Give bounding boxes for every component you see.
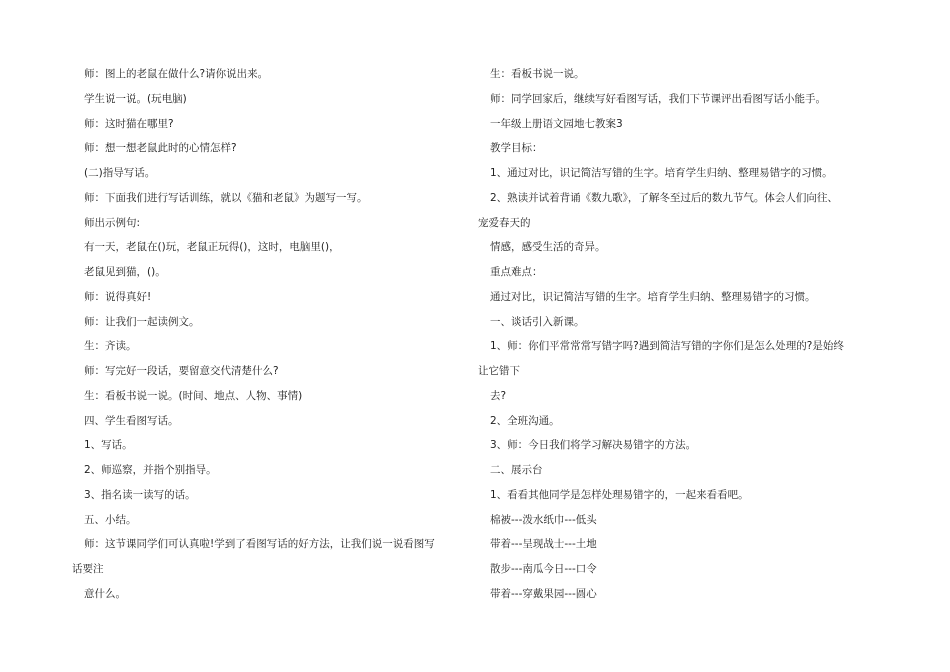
text-line: 2、师巡察，并指个别指导。 bbox=[84, 464, 217, 476]
text-line: 棉被---泼水纸巾---低头 bbox=[490, 513, 597, 526]
text-line: 带着---呈现战士---土地 bbox=[490, 538, 597, 551]
text-line: 生：看板书说一说。 bbox=[490, 68, 585, 80]
text-line: 意什么。 bbox=[84, 587, 126, 600]
text-line: 通过对比，识记简洁写错的生字。培育学生归纳、整理易错字的习惯。 bbox=[490, 290, 816, 303]
text-line: 宠爱春天的 bbox=[478, 216, 531, 229]
text-line: 1、写话。 bbox=[84, 439, 133, 452]
text-line: 老鼠见到猫，()。 bbox=[84, 266, 166, 278]
text-line: 2、熟读并试着背诵《数九歌》，了解冬至过后的数九节气。体会人们向往、 bbox=[490, 191, 838, 204]
text-line: 师：说得真好! bbox=[84, 290, 152, 303]
text-line: 有一天，老鼠在()玩，老鼠正玩得()，这时，电脑里()， bbox=[84, 241, 340, 254]
text-line: 师：写完好一段话，要留意交代清楚什么? bbox=[84, 365, 279, 377]
text-line: 师：让我们一起读例文。 bbox=[84, 315, 200, 328]
text-line: 3、师：今日我们将学习解决易错字的方法。 bbox=[490, 439, 697, 452]
text-line: 教学目标： bbox=[490, 142, 543, 155]
text-line: 师：这时猫在哪里? bbox=[84, 117, 174, 130]
text-line: 情感，感受生活的奇异。 bbox=[490, 241, 606, 254]
text-line: 3、指名读一读写的话。 bbox=[84, 488, 196, 501]
text-line: 散步---南瓜今日---口令 bbox=[490, 563, 597, 575]
text-line: 话要注 bbox=[72, 563, 104, 575]
text-line: 1、看看其他同学是怎样处理易错字的，一起来看看吧。 bbox=[490, 488, 749, 501]
text-line: 五、小结。 bbox=[84, 513, 137, 526]
text-line: (二)指导写话。 bbox=[84, 167, 156, 179]
text-line: 四、学生看图写话。 bbox=[84, 414, 179, 427]
text-line: 生：看板书说一说。(时间、地点、人物、事情) bbox=[84, 389, 303, 402]
text-line: 师：想一想老鼠此时的心情怎样? bbox=[84, 142, 237, 155]
text-line: 师出示例句: bbox=[84, 216, 141, 229]
left-column bbox=[72, 62, 464, 607]
text-line: 师：这节课同学们可认真啦!学到了看图写话的好方法，让我们说一说看图写 bbox=[84, 538, 435, 551]
text-line: 1、通过对比，识记简洁写错的生字。培育学生归纳、整理易错字的习惯。 bbox=[490, 167, 833, 179]
text-line: 师：图上的老鼠在做什么?请你说出来。 bbox=[84, 68, 269, 80]
right-column bbox=[478, 62, 878, 607]
text-line: 带着---穿戴果园---圆心 bbox=[490, 587, 597, 600]
text-line: 1、师：你们平常常常写错字吗?遇到简洁写错的字你们是怎么处理的?是始终 bbox=[490, 340, 844, 353]
text-line: 二、展示台 bbox=[490, 464, 543, 476]
text-line: 师：下面我们进行写话训练，就以《猫和老鼠》为题写一写。 bbox=[84, 191, 368, 204]
text-line: 生：齐读。 bbox=[84, 340, 137, 353]
text-line: 2、全班沟通。 bbox=[490, 414, 560, 427]
text-line: 去? bbox=[490, 389, 507, 402]
text-line: 一年级上册语文园地七教案3 bbox=[490, 117, 623, 130]
text-line: 学生说一说。(玩电脑) bbox=[84, 92, 187, 105]
text-line: 让它错下 bbox=[478, 365, 520, 377]
text-line: 一、谈话引入新课。 bbox=[490, 315, 585, 328]
text-line: 师：同学回家后，继续写好看图写话，我们下节课评出看图写话小能手。 bbox=[490, 92, 826, 105]
text-line: 重点难点： bbox=[490, 266, 543, 278]
